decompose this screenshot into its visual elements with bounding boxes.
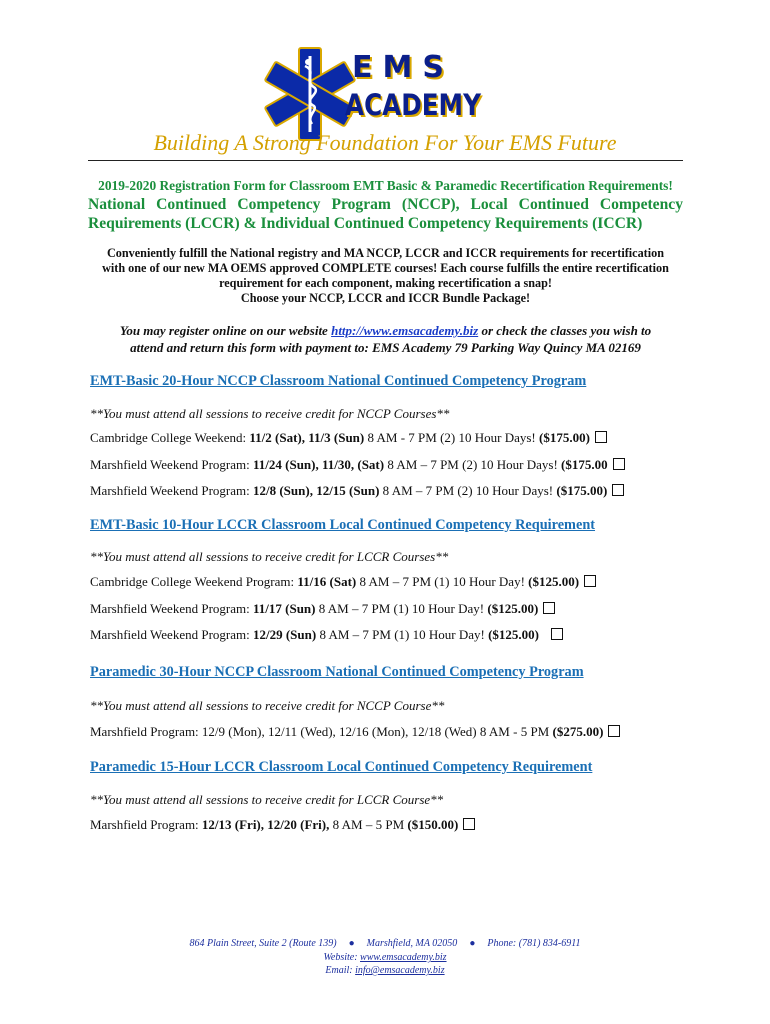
intro-paragraph: [88, 246, 683, 306]
footer-email-link[interactable]: info@emsacademy.biz: [355, 965, 445, 976]
footer-city: Marshfield, MA 02050: [366, 938, 458, 949]
intro-line: Conveniently fulfill the National registry and MA NCCP, LCCR and ICCR requirements for recertification: [107, 246, 664, 260]
section-title: Paramedic 15-Hour LCCR Classroom Local Continued Competency Requirement: [90, 759, 593, 775]
section-title: EMT-Basic 20-Hour NCCP Classroom National Continued Competency Program: [90, 373, 587, 389]
register-text: or check the classes you wish to: [478, 323, 652, 338]
website-link[interactable]: http://www.emsacademy.biz: [331, 323, 479, 338]
course-row: Marshfield Weekend Program: 11/24 (Sun), 11/30, (Sat) 8 AM – 7 PM (2) 10 Hour Days! ($175.00: [90, 457, 625, 473]
bullet-icon: ●: [348, 938, 355, 949]
course-row: Marshfield Program: 12/9 (Mon), 12/11 (Wed), 12/16 (Mon), 12/18 (Wed) 8 AM - 5 PM ($275.00): [90, 724, 620, 740]
section-note: **You must attend all sessions to receive credit for LCCR Course**: [90, 792, 444, 807]
header-divider: [88, 160, 683, 161]
course-checkbox[interactable]: [608, 725, 620, 737]
course-row: Marshfield Weekend Program: 11/17 (Sun) 8 AM – 7 PM (1) 10 Hour Day! ($125.00): [90, 601, 555, 617]
intro-line: with one of our new MA OEMS approved COMPLETE courses! Each course fulfills the entire recertification: [102, 261, 669, 275]
footer-website-link[interactable]: www.emsacademy.biz: [360, 952, 447, 963]
intro-line: requirement for each component, making recertification a snap!: [219, 276, 552, 290]
section-title: Paramedic 30-Hour NCCP Classroom National Continued Competency Program: [90, 664, 584, 680]
register-text: You may register online on our website: [119, 323, 332, 338]
section-title: EMT-Basic 10-Hour LCCR Classroom Local Continued Competency Requirement: [90, 517, 596, 533]
bullet-icon: ●: [469, 938, 476, 949]
course-row: Marshfield Weekend Program: 12/8 (Sun), 12/15 (Sun) 8 AM – 7 PM (2) 10 Hour Days! ($175.00): [90, 483, 624, 499]
footer-contact-line: [0, 938, 770, 949]
register-instructions: [88, 322, 683, 356]
register-address: attend and return this form with payment to: EMS Academy 79 Parking Way Quincy MA 02169: [130, 340, 641, 355]
logo-text-ems: EMS: [352, 50, 454, 85]
footer-website-line: Website: www.emsacademy.biz: [323, 952, 447, 963]
star-of-life-icon: [265, 48, 356, 140]
course-checkbox[interactable]: [612, 484, 624, 496]
section-note: **You must attend all sessions to receive credit for NCCP Courses**: [90, 406, 450, 421]
footer-address: 864 Plain Street, Suite 2 (Route 139): [189, 938, 337, 949]
course-checkbox[interactable]: [463, 818, 475, 830]
course-row: Cambridge College Weekend: 11/2 (Sat), 11/3 (Sun) 8 AM - 7 PM (2) 10 Hour Days! ($175.00): [90, 430, 607, 446]
intro-line: Choose your NCCP, LCCR and ICCR Bundle Package!: [240, 291, 531, 305]
tagline: Building A Strong Foundation For Your EMS Future: [153, 130, 617, 155]
course-checkbox[interactable]: [543, 602, 555, 614]
section-note: **You must attend all sessions to receive credit for NCCP Course**: [90, 698, 445, 713]
course-checkbox[interactable]: [584, 575, 596, 587]
course-row: Marshfield Program: 12/13 (Fri), 12/20 (Fri), 8 AM – 5 PM ($150.00): [90, 817, 475, 833]
footer-phone: Phone: (781) 834-6911: [487, 938, 581, 949]
form-title: 2019-2020 Registration Form for Classroom EMT Basic & Paramedic Recertification Requirements!: [98, 178, 673, 193]
course-row: Marshfield Weekend Program: 12/29 (Sun) 8 AM – 7 PM (1) 10 Hour Day! ($125.00): [90, 627, 563, 643]
course-checkbox[interactable]: [613, 458, 625, 470]
course-checkbox[interactable]: [551, 628, 563, 640]
form-subtitle: National Continued Competency Program (NCCP), Local Continued Competency Requirements (LCCR) & Individual Continued Competency Requirements (ICCR): [88, 196, 683, 232]
section-note: **You must attend all sessions to receive credit for LCCR Courses**: [90, 549, 449, 564]
course-checkbox[interactable]: [595, 431, 607, 443]
footer-email-line: Email: info@emsacademy.biz: [325, 965, 445, 976]
course-row: Cambridge College Weekend Program: 11/16 (Sat) 8 AM – 7 PM (1) 10 Hour Day! ($125.00): [90, 574, 596, 590]
logo-text-academy: ACADEMY: [345, 88, 481, 122]
